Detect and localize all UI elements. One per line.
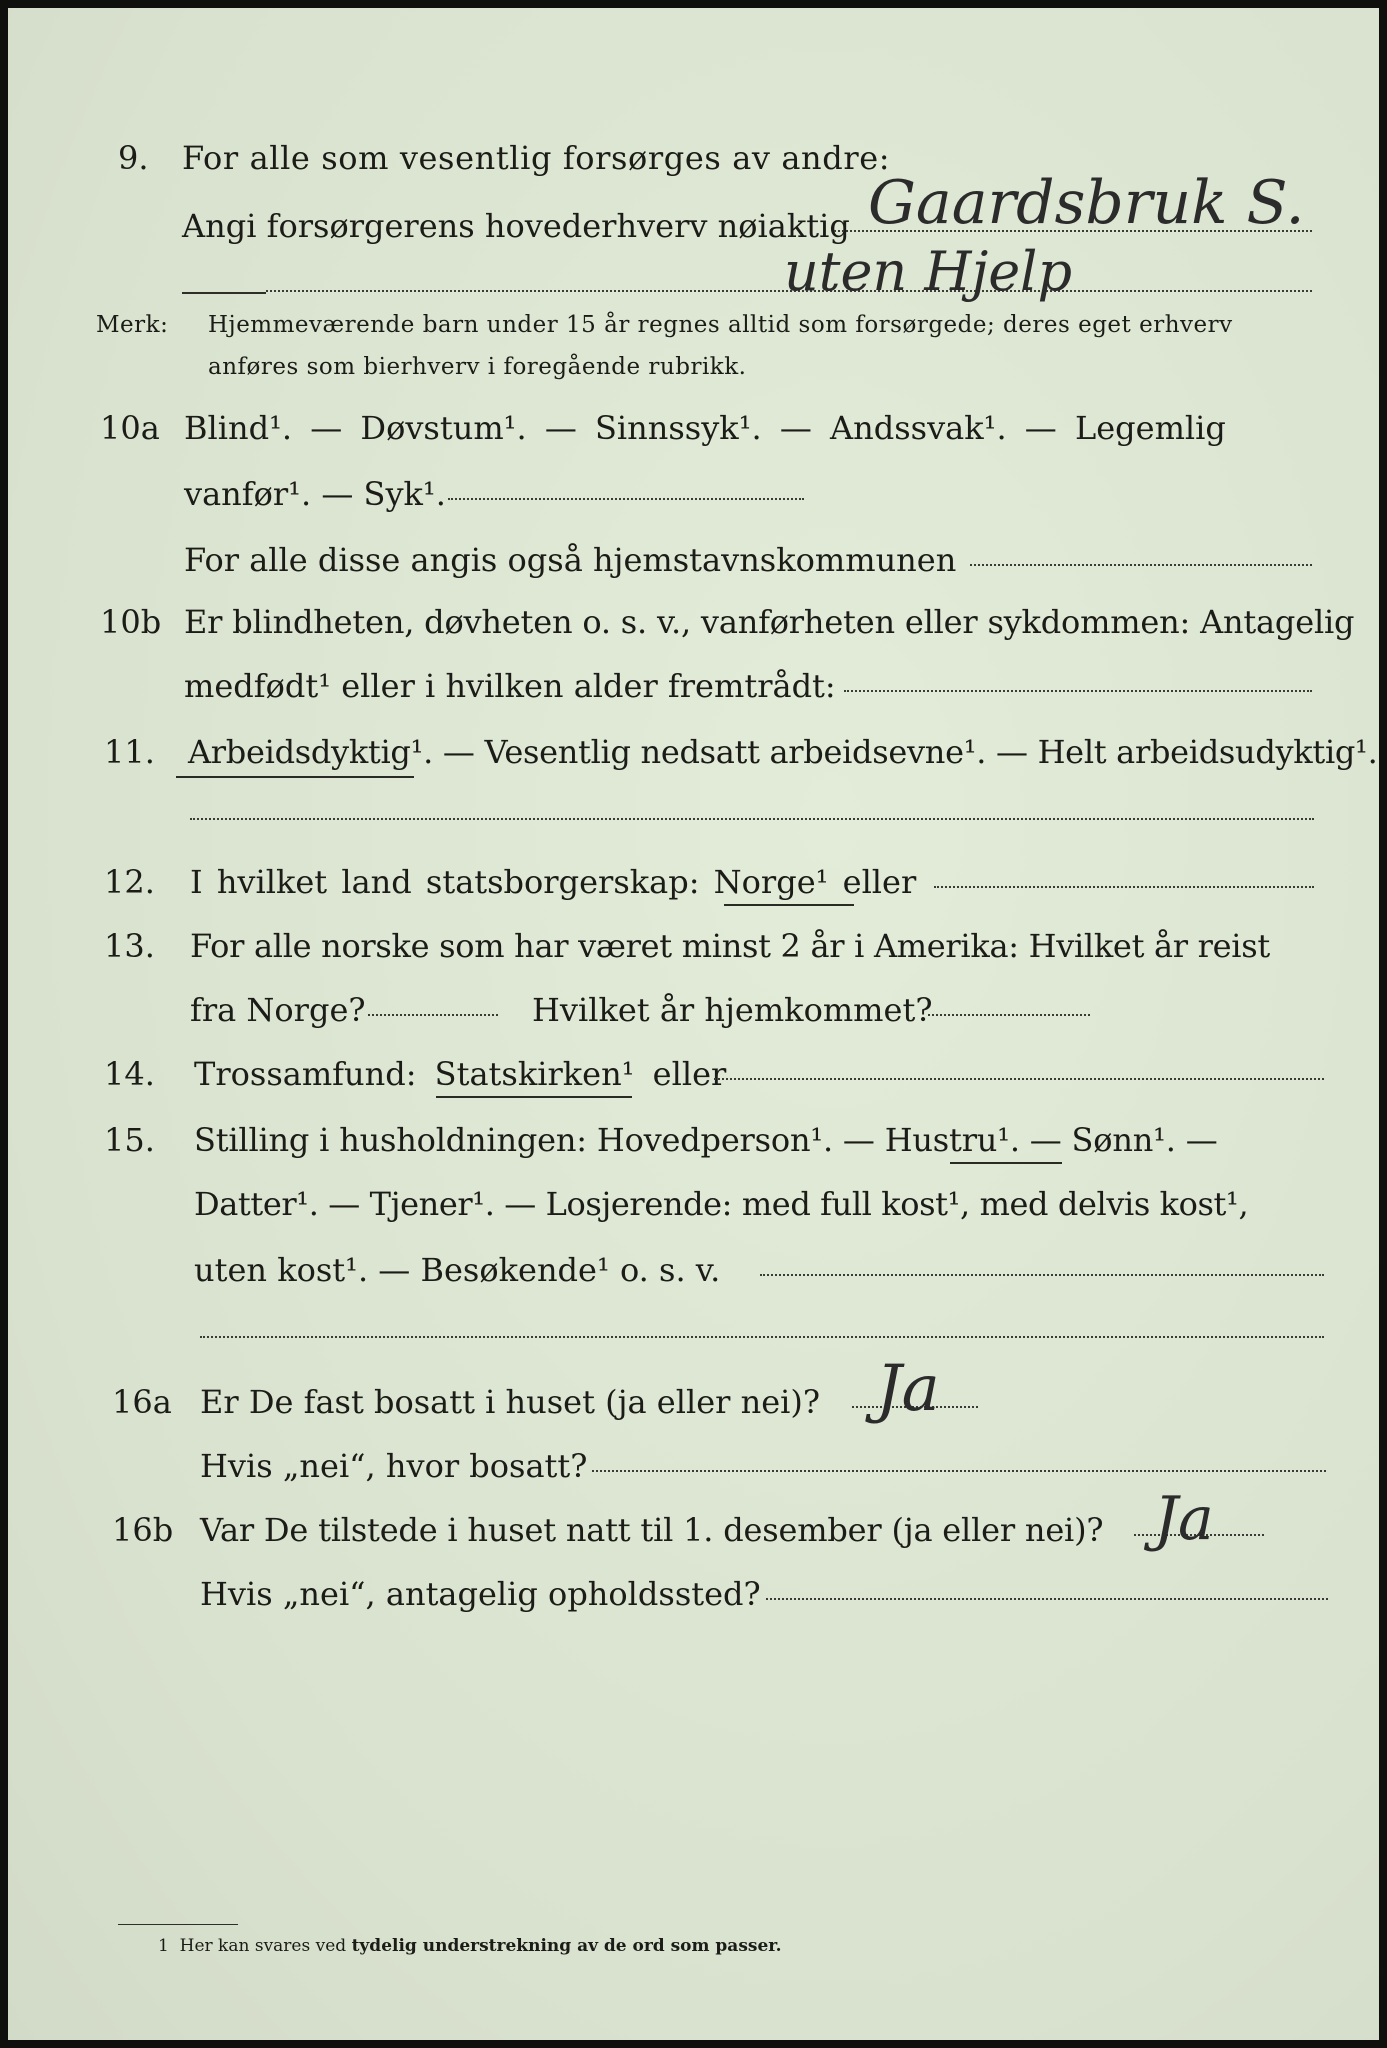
q15-extra-line xyxy=(200,1336,1324,1338)
q11-line1: Arbeidsdyktig¹. — Vesentlig nedsatt arbeidsevne¹. — Helt arbeidsudyktig¹. xyxy=(188,733,1378,771)
q16a-line2: Hvis „nei“, hvor bosatt? xyxy=(200,1447,588,1485)
q13-line2b: Hvilket år hjemkommet? xyxy=(532,991,933,1029)
footnote xyxy=(158,1934,782,1958)
q15-line3: uten kost¹. — Besøkende¹ o. s. v. xyxy=(194,1251,721,1289)
q13-number: 13. xyxy=(104,927,155,965)
q14-answer-line xyxy=(714,1078,1324,1080)
q10b-number: 10b xyxy=(100,603,162,641)
q10a-line2: vanfør¹. — Syk¹. xyxy=(184,475,446,513)
q9-number: 9. xyxy=(118,139,149,177)
q13-line1: For alle norske som har været minst 2 år i Amerika: Hvilket år reist xyxy=(190,927,1270,965)
q10a-line1: Blind¹. — Døvstum¹. — Sinnssyk¹. — Andssvak¹. — Legemlig xyxy=(184,409,1226,447)
q16a-line1: Er De fast bosatt i huset (ja eller nei)? xyxy=(200,1383,821,1421)
q15-line1: Stilling i husholdningen: Hovedperson¹. — Hustru¹. — Sønn¹. — xyxy=(194,1121,1218,1159)
merk-line1: Hjemmeværende barn under 15 år regnes alltid som forsørgede; deres eget erhverv xyxy=(208,312,1233,338)
q14-underline-statskirken xyxy=(436,1096,632,1098)
q15-number: 15. xyxy=(104,1121,155,1159)
q9-handwritten-answer2: uten Hjelp xyxy=(784,240,1073,303)
q12-number: 12. xyxy=(104,863,155,901)
footnote-text-a: Her kan svares ved xyxy=(179,1936,352,1956)
q13-reist-line xyxy=(368,1014,498,1016)
census-form-page xyxy=(8,8,1379,2040)
q16b-number: 16b xyxy=(112,1511,174,1549)
q11-number: 11. xyxy=(104,733,155,771)
q9-line2: Angi forsørgerens hovederhverv nøiaktig xyxy=(182,207,850,245)
merk-line2: anføres som bierhverv i foregående rubrikk. xyxy=(208,354,747,380)
q16a-handwritten-answer: Ja xyxy=(876,1352,940,1426)
footnote-text-b: tydelig understrekning av de ord som passer. xyxy=(351,1936,782,1956)
q16a-bosatt-line xyxy=(592,1470,1326,1472)
q15-answer-line xyxy=(760,1274,1324,1276)
footnote-mark: 1 xyxy=(158,1936,169,1956)
q16b-line2: Hvis „nei“, antagelig opholdssted? xyxy=(200,1575,761,1613)
q11-underline-arbeidsdyktig xyxy=(176,776,414,778)
q14-line1: Trossamfund: Statskirken¹ eller xyxy=(194,1055,727,1093)
q9-line1: For alle som vesentlig forsørges av andre: xyxy=(182,139,891,177)
q16b-line1: Var De tilstede i huset natt til 1. desember (ja eller nei)? xyxy=(200,1511,1104,1549)
q13-hjemkommet-line xyxy=(928,1014,1090,1016)
q10a-kommune-line xyxy=(970,564,1312,566)
q16b-opholdssted-line xyxy=(766,1598,1328,1600)
q15-line2: Datter¹. — Tjener¹. — Losjerende: med full kost¹, med delvis kost¹, xyxy=(194,1185,1249,1223)
q10a-line3: For alle disse angis også hjemstavnskommunen xyxy=(184,541,957,579)
merk-label: Merk: xyxy=(96,312,169,338)
q9-short-rule xyxy=(182,292,266,294)
q12-line1: I hvilket land statsborgerskap: Norge¹ eller xyxy=(190,863,917,901)
q10b-line2: medfødt¹ eller i hvilken alder fremtrådt: xyxy=(184,667,836,705)
q10b-line1: Er blindheten, døvheten o. s. v., vanførheten eller sykdommen: Antagelig xyxy=(184,603,1355,641)
q14-number: 14. xyxy=(104,1055,155,1093)
q15-underline-hustru xyxy=(950,1162,1062,1164)
q16b-handwritten-answer: Ja xyxy=(1154,1484,1214,1554)
q16a-number: 16a xyxy=(112,1383,172,1421)
q10a-syk-line xyxy=(448,498,804,500)
q12-answer-line xyxy=(934,886,1314,888)
footnote-rule xyxy=(118,1924,238,1925)
q10b-alder-line xyxy=(844,690,1312,692)
q12-underline-norge xyxy=(724,904,854,906)
q10a-number: 10a xyxy=(100,409,160,447)
q9-handwritten-answer1: Gaardsbruk S. xyxy=(868,168,1305,238)
q13-line2a: fra Norge? xyxy=(190,991,366,1029)
q11-extra-line xyxy=(190,818,1314,820)
